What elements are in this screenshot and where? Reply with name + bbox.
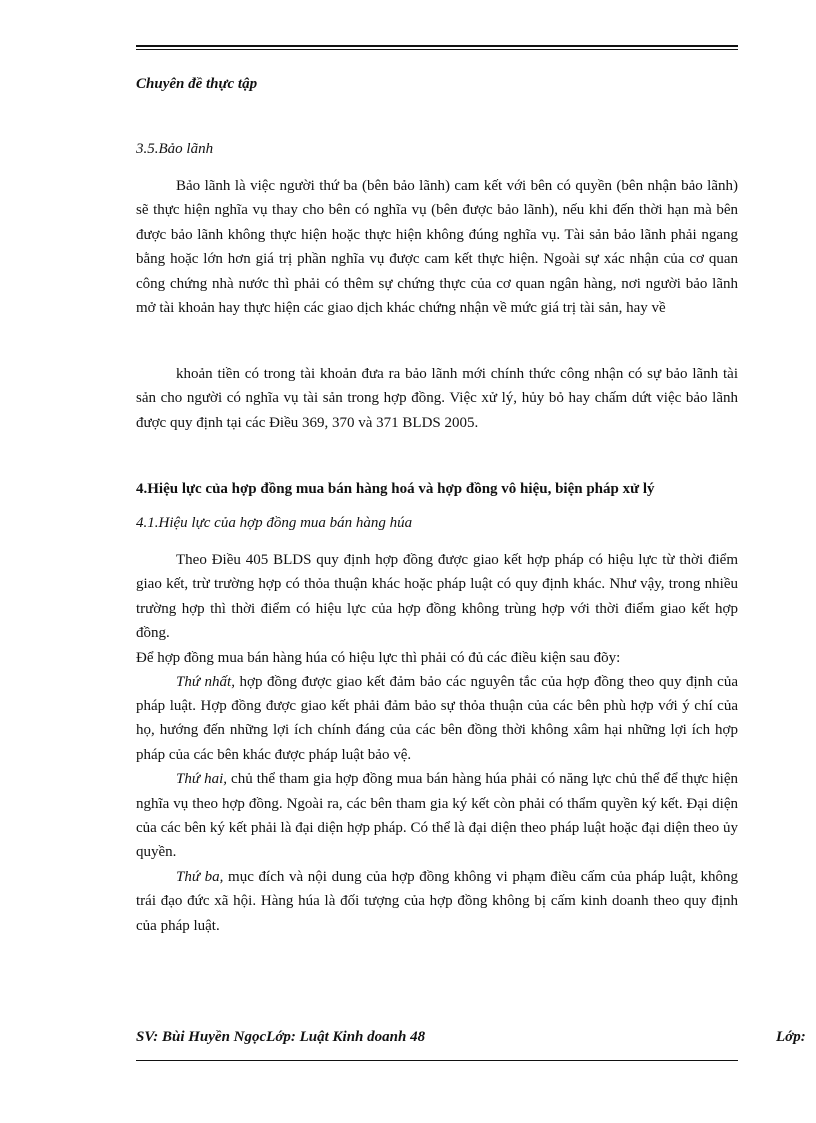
condition-2: [136, 767, 738, 865]
section-3-5-paragraph-2: khoản tiền có trong tài khoản đưa ra bảo lãnh mới chính thức công nhận có sự bảo lãnh tài sản cho người có nghĩa vụ tài sản trong hợp đồng. Việc xử lý, hủy bỏ hay chấm dứt việc bảo lãnh được quy định tại các Điều 369, 370 và 371 BLDS 2005.: [136, 366, 738, 431]
conditions-intro: Để hợp đồng mua bán hàng húa có hiệu lực thì phải có đủ các điều kiện sau đõy:: [136, 649, 621, 666]
footer-rule: [136, 1060, 738, 1061]
condition-3-text: mục đích và nội dung của hợp đồng không vi phạm điều cấm của pháp luật, không trái đạo đức xã hội. Hàng húa là đối tượng của hợp đồng không bị cấm kinh doanh theo quy định của pháp luật.: [136, 868, 738, 934]
section-3-5-body: [136, 174, 738, 320]
section-4-heading: 4.Hiệu lực của hợp đồng mua bán hàng hoá và hợp đồng vô hiệu, biện pháp xử lý: [136, 481, 655, 497]
section-4-1: [136, 515, 738, 532]
section-4: [136, 481, 738, 498]
section-3-5: [136, 141, 738, 158]
section-3-5-body-continued: [136, 362, 738, 435]
footer-student-info: SV: Bùi Huyền NgọcLớp: Luật Kinh doanh 48: [136, 1029, 426, 1045]
condition-3: [136, 865, 738, 938]
page-header-title: Chuyên đề thực tập: [136, 76, 258, 92]
header-rule-thin: [136, 49, 738, 50]
condition-3-label: Thứ ba,: [176, 868, 224, 885]
section-4-1-body: [136, 548, 738, 938]
condition-2-label: Thứ hai,: [176, 771, 227, 788]
condition-2-text: chủ thể tham gia hợp đồng mua bán hàng húa phải có năng lực chủ thể để thực hiện nghĩa vụ theo hợp đồng. Ngoài ra, các bên tham gia ký kết còn phải có thẩm quyền ký kết. Đại diện của các bên ký kết phải là đại diện hợp pháp. Có thể là đại diện theo pháp luật hoặc đại diện theo ủy quyền.: [136, 771, 738, 861]
condition-1-text: hợp đồng được giao kết đảm bảo các nguyên tắc của hợp đồng theo quy định của pháp luật. Hợp đồng được giao kết phải đảm bảo sự thỏa thuận của các bên phù hợp với ý chí của họ, hướng đến những lợi ích chính đáng của các bên đồng thời không xâm hại những lợi ích hợp pháp của các bên khác được pháp luật bảo vệ.: [136, 673, 738, 763]
section-3-5-paragraph-1: Bảo lãnh là việc người thứ ba (bên bảo lãnh) cam kết với bên có quyền (bên nhận bảo lãnh) sẽ thực hiện nghĩa vụ thay cho bên có nghĩa vụ (bên được bảo lãnh), nếu khi đến thời hạn mà bên được bảo lãnh không thực hiện hoặc thực hiện không đúng nghĩa vụ. Tài sản bảo lãnh phải ngang bằng hoặc lớn hơn giá trị phần nghĩa vụ được cam kết thực hiện. Ngoài sự xác nhận của cơ quan công chứng nhà nước thì phải có thêm sự chứng thực của cơ quan ngân hàng, nơi người bảo lãnh mở tài khoản hay thực hiện các giao dịch khác chứng nhận về mức giá trị tài sản, hay về: [136, 178, 738, 317]
header-rule-thick: [136, 45, 738, 47]
condition-1: [136, 670, 738, 768]
section-3-5-heading: 3.5.Bảo lãnh: [136, 141, 214, 157]
condition-1-label: Thứ nhất,: [176, 673, 235, 690]
section-4-1-heading: 4.1.Hiệu lực của hợp đồng mua bán hàng húa: [136, 515, 413, 531]
footer-class-label: Lớp:: [776, 1029, 806, 1045]
section-4-1-paragraph-1: Theo Điều 405 BLDS quy định hợp đồng được giao kết hợp pháp có hiệu lực từ thời điểm giao kết, trừ trường hợp có thỏa thuận khác hoặc pháp luật có quy định khác. Như vậy, trong nhiều trường hợp thì thời điểm có hiệu lực của hợp đồng không trùng hợp với thời điểm giao kết hợp đồng.: [136, 552, 738, 642]
